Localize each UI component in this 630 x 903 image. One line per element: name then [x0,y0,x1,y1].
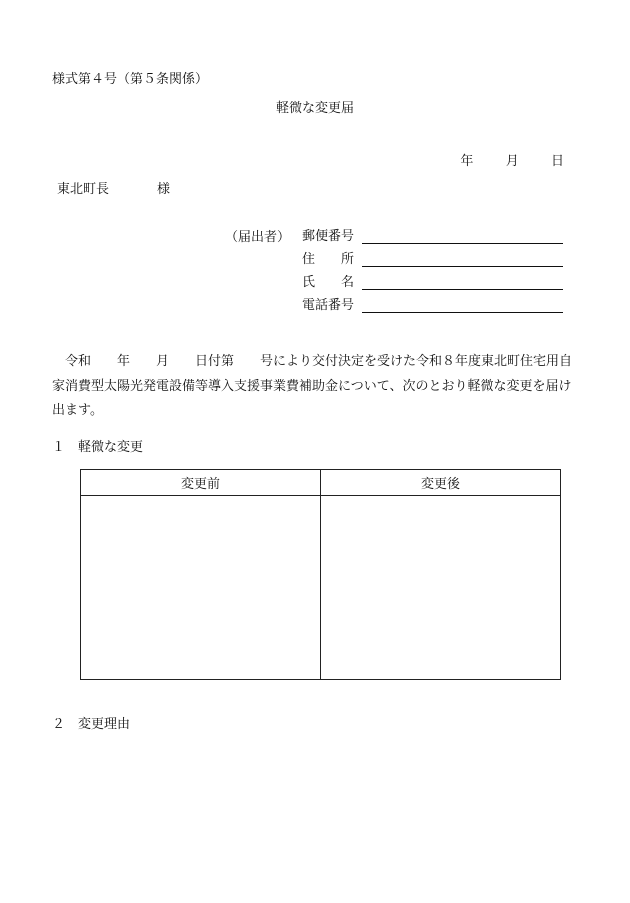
cell-after[interactable] [321,496,561,680]
date-month-label: 月 [505,154,519,169]
postal-code-label: 郵便番号 [302,229,355,244]
name-field[interactable] [302,270,563,290]
section-1-heading: １ 軽微な変更 [52,440,144,455]
section-2-heading: ２ 変更理由 [52,717,131,732]
address-label: 住 所 [302,252,355,267]
change-table [80,469,561,680]
cell-before[interactable] [81,496,321,680]
date-day-label: 日 [550,154,564,169]
document-title: 軽微な変更届 [275,101,354,116]
addressee [57,178,170,197]
body-paragraph: 令和 年 月 日付第 号により交付決定を受けた令和８年度東北町住宅用自家消費型太陽光発電設備等導入支援事業費補助金について、次のとおり軽微な変更を届け出ます。 [52,354,573,418]
phone-input[interactable] [362,298,563,313]
column-header-before: 変更前 [81,470,321,496]
phone-label: 電話番号 [302,298,355,313]
address-input[interactable] [362,252,563,267]
name-input[interactable] [362,275,563,290]
column-header-after: 変更後 [321,470,561,496]
postal-code-input[interactable] [362,229,563,244]
date-year-label: 年 [460,154,474,169]
applicant-label: （届出者） [225,230,291,245]
name-label: 氏 名 [302,275,355,290]
form-number: 様式第４号（第５条関係） [52,72,209,87]
postal-code-field[interactable] [302,224,563,244]
date-line [460,150,564,169]
address-field[interactable] [302,247,563,267]
addressee-name: 東北町長 [57,182,110,197]
phone-field[interactable] [302,293,563,313]
addressee-honorific: 様 [157,182,171,197]
